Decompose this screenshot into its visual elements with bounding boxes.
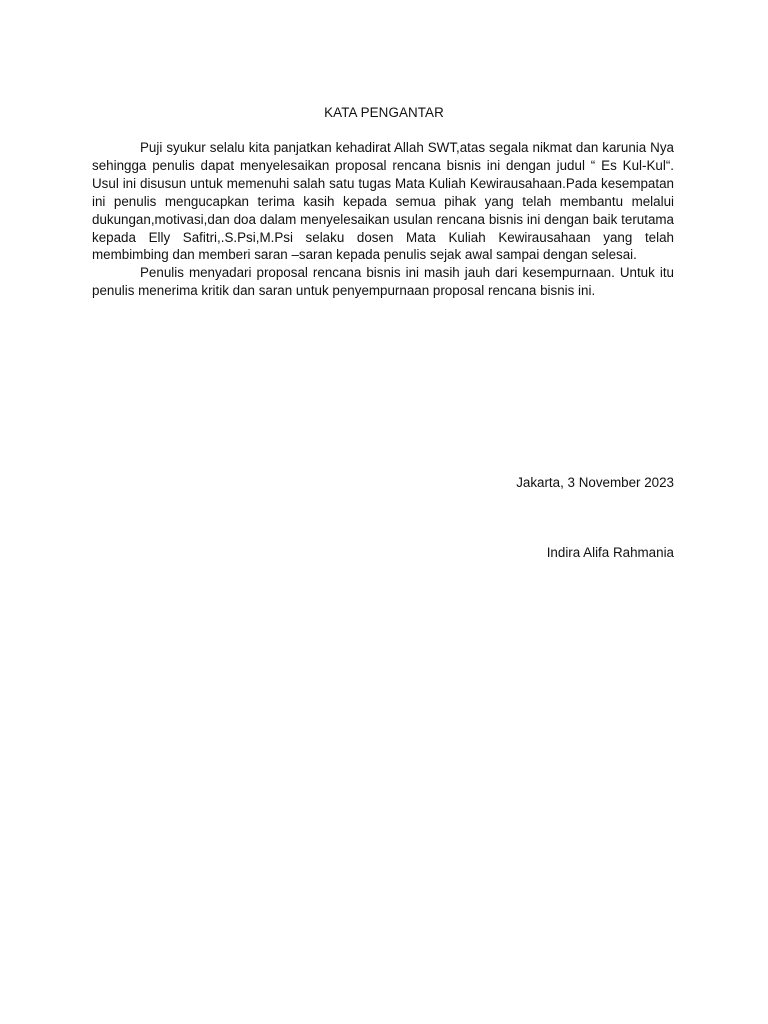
paragraph-closing: Penulis menyadari proposal rencana bisnis ini masih jauh dari kesempurnaan. Untuk itu penulis menerima kritik dan saran untuk penyempurnaan proposal rencana bisnis ini. [92,265,674,299]
paragraph-acknowledgement: Puji syukur selalu kita panjatkan kehadirat Allah SWT,atas segala nikmat dan karunia Nya sehingga penulis dapat menyelesaikan proposal rencana bisnis ini dengan judul “ Es Kul-Kul“. Usul ini disusun untuk memenuhi salah satu tugas Mata Kuliah Kewirausahaan.Pada kesempatan ini penulis mengucapkan terima kasih kepada semua pihak yang telah membantu melalui dukungan,motivasi,dan doa dalam menyelesaikan usulan rencana bisnis ini dengan baik terutama kepada Elly Safitri,.S.Psi,M.Psi selaku dosen Mata Kuliah Kewirausahaan yang telah membimbing dan memberi saran –saran kepada penulis sejak awal sampai dengan selesai. [92,140,674,263]
body-text [92,139,674,300]
place-date: Jakarta, 3 November 2023 [516,475,674,490]
page-title: KATA PENGANTAR [324,105,444,120]
author-name: Indira Alifa Rahmania [546,545,674,560]
